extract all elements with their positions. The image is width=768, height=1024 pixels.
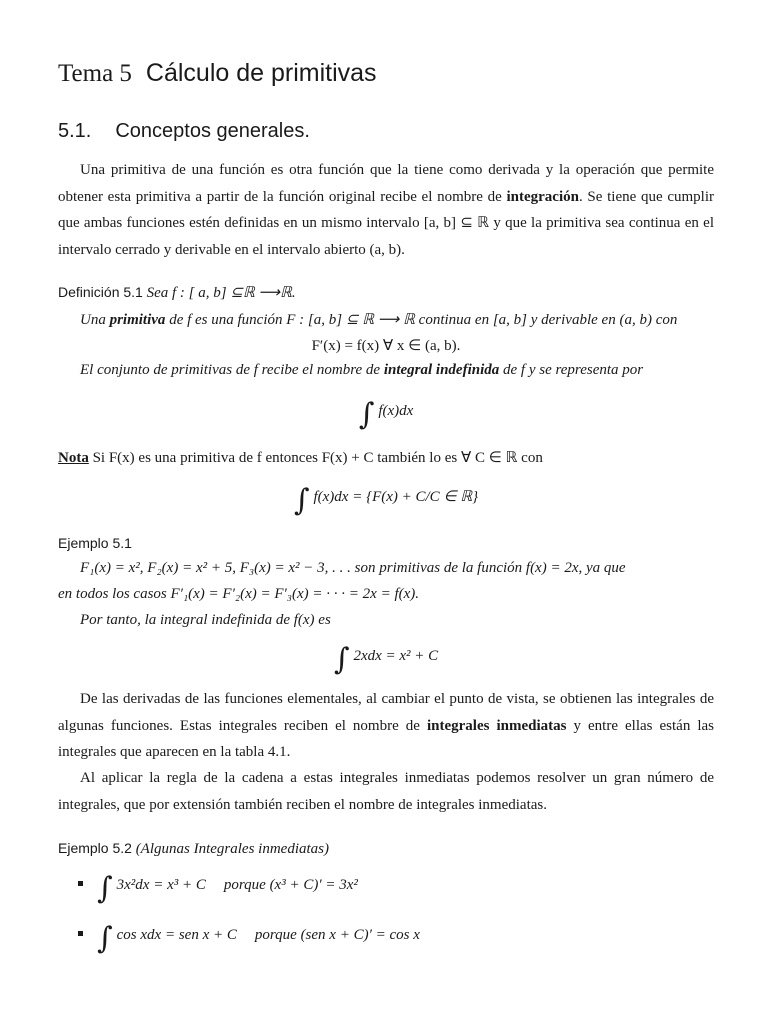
example2-heading <box>58 840 714 858</box>
example2-label: Ejemplo 5.2 <box>58 840 132 856</box>
integral-sign: ∫ <box>97 871 113 906</box>
definition-heading <box>58 283 714 302</box>
section-title: Conceptos generales. <box>115 120 310 142</box>
definition-line-2 <box>58 336 714 355</box>
para2-bold-term: integrales inmediatas <box>426 717 567 734</box>
example2-item-reason-label: porque <box>223 877 266 893</box>
integral-sign: ∫ <box>333 642 350 677</box>
definition-l1-pre: Una <box>80 312 110 328</box>
example1-primitives: F₁(x) = x², F₂(x) = x² + 5, F₃(x) = x² − 3, . . . <box>80 560 351 576</box>
definition-bold-primitiva: primitiva <box>109 312 166 328</box>
example1-formula <box>58 642 714 677</box>
intro-text-end: . Se tiene que cumplir que ambas funciones estén definidas en un mismo intervalo [a, b] ⊆ ℝ y que la primitiva sea continua en el intervalo cerrado y derivable en el intervalo abierto (a, b). <box>58 188 714 258</box>
intro-text-start: Una primitiva de una función es otra función que la tiene como derivada y la operación que permite obtener esta primitiva a partir de la función original recibe el nombre de <box>58 162 714 205</box>
example1-l3-text: Por tanto, la integral indefinida de f(x) es <box>80 612 331 628</box>
note-formula-text: f(x)dx = {F(x) + C/C ∈ ℝ} <box>313 489 479 505</box>
definition-derivative-condition: F′(x) = f(x) ∀ x ∈ (a, b). <box>311 338 461 354</box>
example2-item <box>78 871 678 906</box>
note-text: Si F(x) es una primitiva de f entonces F(x) + C también lo es ∀ C ∈ ℝ con <box>88 450 543 466</box>
definition-formula-text: f(x)dx <box>378 403 414 419</box>
definition-label: Definición 5.1 <box>58 284 143 300</box>
paragraph-regla-cadena <box>58 765 714 818</box>
example2-item-formula: cos xdx = sen x + C <box>116 927 237 943</box>
chapter-number: Tema 5 <box>58 60 132 87</box>
bullet-icon <box>78 931 83 936</box>
example1-line-3 <box>58 612 714 629</box>
intro-bold-term: integración <box>506 188 579 205</box>
example1-label: Ejemplo 5.1 <box>58 535 132 551</box>
example2-item-reason-label: porque <box>254 927 297 943</box>
example1-heading <box>58 535 714 553</box>
example2-item-reason: (x³ + C)′ = 3x² <box>269 877 358 893</box>
section-number: 5.1. <box>58 120 92 142</box>
integral-sign: ∫ <box>293 483 310 518</box>
note-label: Nota <box>58 450 89 466</box>
para2-text-end: y entre ellas están las integrales que aparecen en la tabla 4.1. <box>58 717 715 760</box>
definition-l3-pre: El conjunto de primitivas de f recibe el nombre de <box>80 362 384 378</box>
note-line <box>58 448 714 467</box>
example1-line-1 <box>58 560 714 577</box>
definition-bold-integral: integral indefinida <box>383 362 500 378</box>
note-formula <box>58 483 714 518</box>
example2-item-formula: 3x²dx = x³ + C <box>116 877 206 893</box>
example1-l1-text: son primitivas de la función f(x) = 2x, ya que <box>350 560 626 576</box>
example2-item-reason: (sen x + C)′ = cos x <box>300 927 420 943</box>
definition-l1-post: de f es una función F : [a, b] ⊆ ℝ ⟶ ℝ continua en [a, b] y derivable en (a, b) con <box>165 312 678 328</box>
bullet-icon <box>78 881 83 886</box>
chapter-title: Cálculo de primitivas <box>145 59 377 87</box>
para2-text-start: De las derivadas de las funciones elementales, al cambiar el punto de vista, se obtienen las integrales de algunas funciones. Estas integrales reciben el nombre de <box>58 691 714 734</box>
definition-l3-post: de f y se representa por <box>499 362 644 378</box>
example2-subtitle: (Algunas Integrales inmediatas) <box>135 841 329 857</box>
chapter-heading <box>58 58 377 88</box>
definition-line-1 <box>58 310 714 329</box>
para3-text: Al aplicar la regla de la cadena a estas integrales inmediatas podemos resolver un gran número de integrales, que por extensión también reciben el nombre de integrales inmediatas. <box>58 770 714 813</box>
example1-l2-text: en todos los casos F′₁(x) = F′₂(x) = F′₃(x) = · · · = 2x = f(x). <box>58 586 420 602</box>
paragraph-integrales-inmediatas <box>58 686 714 766</box>
integral-sign: ∫ <box>358 397 375 432</box>
intro-paragraph <box>58 157 714 263</box>
example2-item <box>78 921 678 956</box>
definition-line-3 <box>58 362 714 379</box>
section-heading <box>58 120 310 143</box>
integral-sign: ∫ <box>97 921 113 956</box>
example1-formula-text: 2xdx = x² + C <box>353 648 439 664</box>
definition-formula <box>58 397 714 432</box>
example1-line-2 <box>58 586 714 603</box>
definition-head: Sea f : [ a, b] ⊆ℝ ⟶ℝ. <box>146 285 296 301</box>
